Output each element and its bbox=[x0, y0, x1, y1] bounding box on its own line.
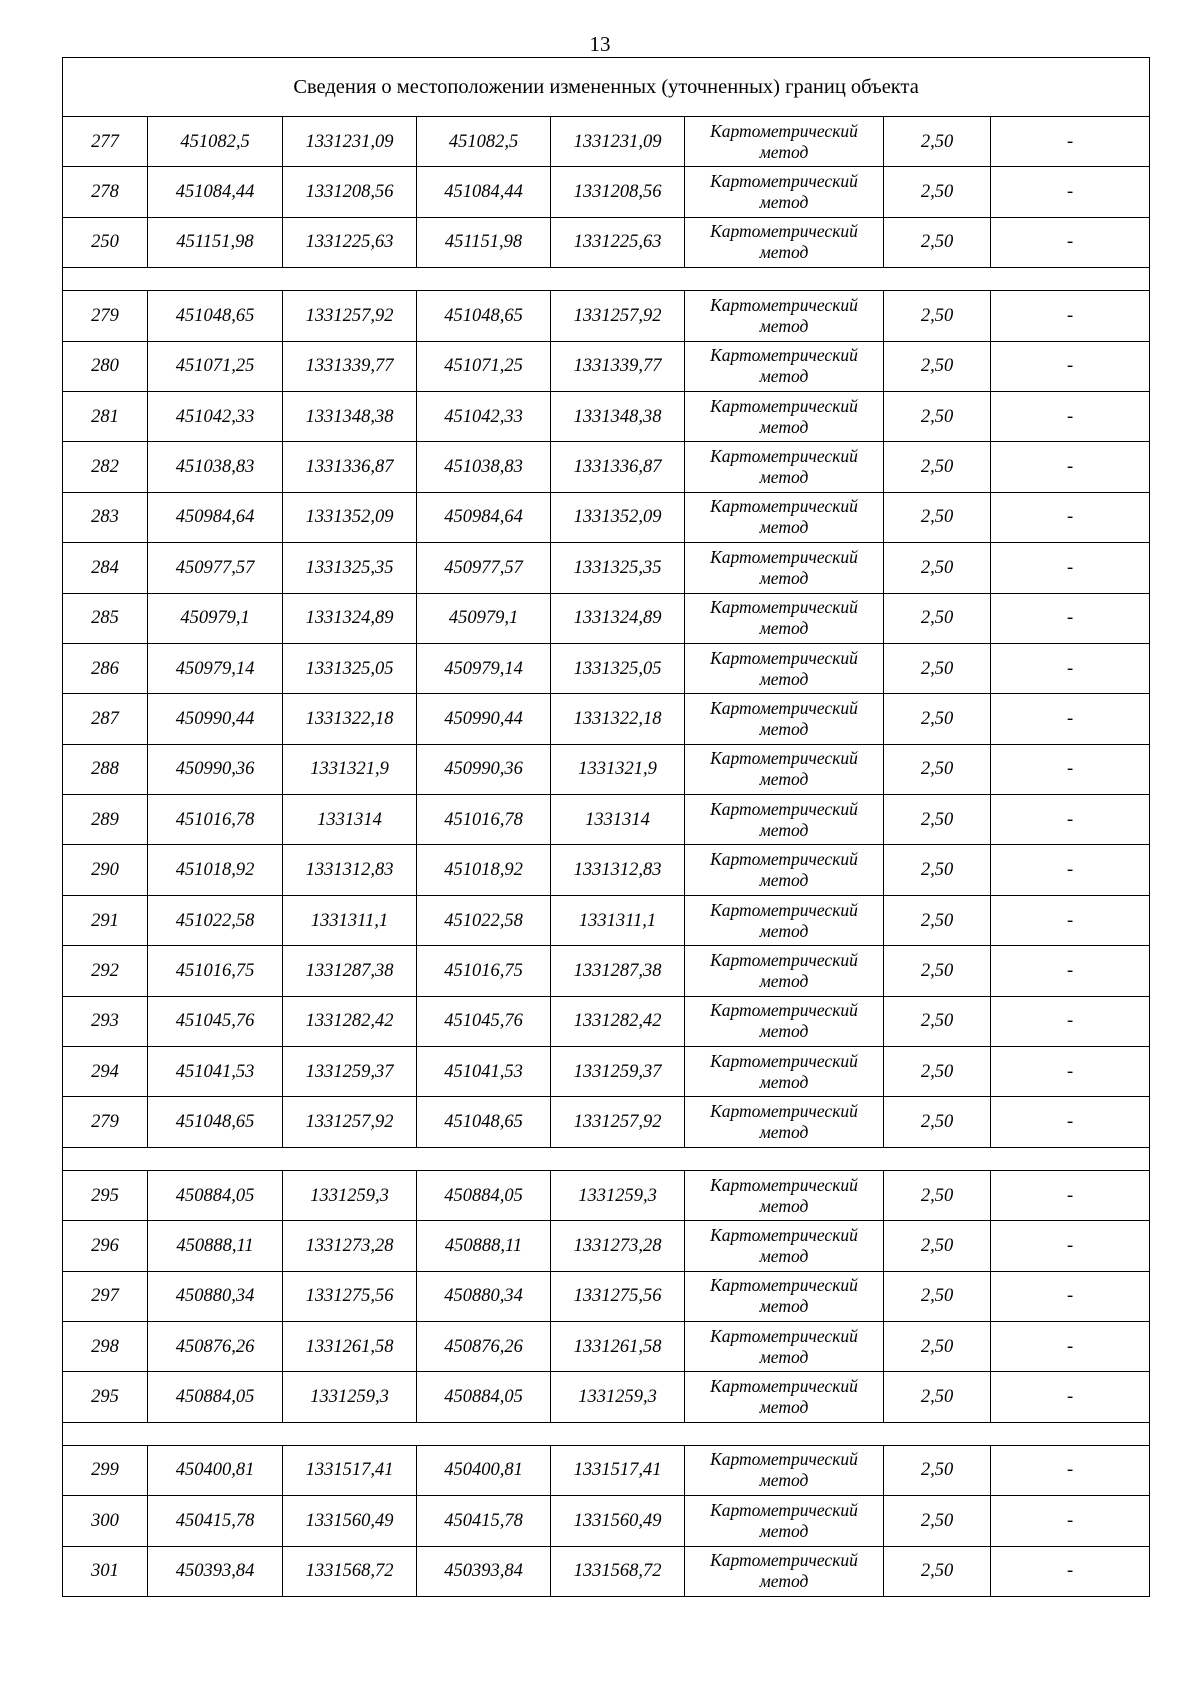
existing-x-cell: 451042,33 bbox=[148, 391, 283, 441]
refined-y-cell: 1331517,41 bbox=[551, 1445, 685, 1495]
existing-y-cell: 1331517,41 bbox=[283, 1445, 417, 1495]
existing-y-cell: 1331259,3 bbox=[283, 1372, 417, 1422]
method-cell: Картометрический метод bbox=[685, 492, 884, 542]
point-number-cell: 283 bbox=[63, 492, 148, 542]
refined-x-cell: 451048,65 bbox=[417, 291, 551, 341]
existing-x-cell: 450977,57 bbox=[148, 543, 283, 593]
accuracy-cell: 2,50 bbox=[884, 167, 991, 217]
refined-x-cell: 451016,78 bbox=[417, 795, 551, 845]
note-cell: - bbox=[991, 391, 1150, 441]
accuracy-cell: 2,50 bbox=[884, 117, 991, 167]
refined-y-cell: 1331259,3 bbox=[551, 1372, 685, 1422]
point-number-cell: 296 bbox=[63, 1221, 148, 1271]
existing-y-cell: 1331311,1 bbox=[283, 895, 417, 945]
existing-y-cell: 1331259,37 bbox=[283, 1047, 417, 1097]
method-cell: Картометрический метод bbox=[685, 1271, 884, 1321]
existing-x-cell: 451048,65 bbox=[148, 1097, 283, 1147]
method-cell: Картометрический метод bbox=[685, 845, 884, 895]
refined-x-cell: 450979,1 bbox=[417, 593, 551, 643]
group-separator-row bbox=[63, 1147, 1150, 1170]
point-number-cell: 295 bbox=[63, 1170, 148, 1220]
refined-x-cell: 451016,75 bbox=[417, 946, 551, 996]
note-cell: - bbox=[991, 167, 1150, 217]
refined-x-cell: 451018,92 bbox=[417, 845, 551, 895]
note-cell: - bbox=[991, 1445, 1150, 1495]
note-cell: - bbox=[991, 1170, 1150, 1220]
note-cell: - bbox=[991, 1047, 1150, 1097]
method-cell: Картометрический метод bbox=[685, 543, 884, 593]
existing-y-cell: 1331208,56 bbox=[283, 167, 417, 217]
table-row bbox=[63, 341, 1150, 391]
method-cell: Картометрический метод bbox=[685, 996, 884, 1046]
accuracy-cell: 2,50 bbox=[884, 996, 991, 1046]
refined-x-cell: 450990,44 bbox=[417, 694, 551, 744]
existing-x-cell: 450884,05 bbox=[148, 1372, 283, 1422]
refined-x-cell: 451048,65 bbox=[417, 1097, 551, 1147]
refined-x-cell: 450884,05 bbox=[417, 1372, 551, 1422]
refined-y-cell: 1331231,09 bbox=[551, 117, 685, 167]
accuracy-cell: 2,50 bbox=[884, 391, 991, 441]
existing-y-cell: 1331560,49 bbox=[283, 1496, 417, 1546]
refined-x-cell: 451071,25 bbox=[417, 341, 551, 391]
table-row bbox=[63, 845, 1150, 895]
accuracy-cell: 2,50 bbox=[884, 217, 991, 267]
refined-y-cell: 1331352,09 bbox=[551, 492, 685, 542]
accuracy-cell: 2,50 bbox=[884, 1170, 991, 1220]
point-number-cell: 281 bbox=[63, 391, 148, 441]
refined-y-cell: 1331314 bbox=[551, 795, 685, 845]
existing-y-cell: 1331257,92 bbox=[283, 1097, 417, 1147]
method-cell: Картометрический метод bbox=[685, 167, 884, 217]
refined-y-cell: 1331325,05 bbox=[551, 643, 685, 693]
refined-x-cell: 451041,53 bbox=[417, 1047, 551, 1097]
point-number-cell: 294 bbox=[63, 1047, 148, 1097]
method-cell: Картометрический метод bbox=[685, 795, 884, 845]
method-cell: Картометрический метод bbox=[685, 946, 884, 996]
table-row bbox=[63, 946, 1150, 996]
table-row bbox=[63, 1047, 1150, 1097]
refined-y-cell: 1331568,72 bbox=[551, 1546, 685, 1596]
point-number-cell: 293 bbox=[63, 996, 148, 1046]
accuracy-cell: 2,50 bbox=[884, 1496, 991, 1546]
refined-x-cell: 451151,98 bbox=[417, 217, 551, 267]
group-separator-cell bbox=[63, 1147, 1150, 1170]
existing-x-cell: 451151,98 bbox=[148, 217, 283, 267]
refined-x-cell: 451045,76 bbox=[417, 996, 551, 1046]
existing-x-cell: 451016,78 bbox=[148, 795, 283, 845]
refined-y-cell: 1331257,92 bbox=[551, 291, 685, 341]
table-row bbox=[63, 895, 1150, 945]
existing-x-cell: 450888,11 bbox=[148, 1221, 283, 1271]
accuracy-cell: 2,50 bbox=[884, 1047, 991, 1097]
existing-y-cell: 1331324,89 bbox=[283, 593, 417, 643]
existing-y-cell: 1331325,35 bbox=[283, 543, 417, 593]
table-row bbox=[63, 543, 1150, 593]
boundary-coordinates-table bbox=[62, 57, 1150, 1597]
table-row bbox=[63, 1321, 1150, 1371]
accuracy-cell: 2,50 bbox=[884, 1097, 991, 1147]
table-row bbox=[63, 1097, 1150, 1147]
refined-y-cell: 1331348,38 bbox=[551, 391, 685, 441]
page-number: 13 bbox=[589, 32, 611, 56]
note-cell: - bbox=[991, 845, 1150, 895]
point-number-cell: 285 bbox=[63, 593, 148, 643]
point-number-cell: 277 bbox=[63, 117, 148, 167]
existing-x-cell: 450979,14 bbox=[148, 643, 283, 693]
accuracy-cell: 2,50 bbox=[884, 694, 991, 744]
note-cell: - bbox=[991, 795, 1150, 845]
method-cell: Картометрический метод bbox=[685, 117, 884, 167]
method-cell: Картометрический метод bbox=[685, 1097, 884, 1147]
table-row bbox=[63, 1496, 1150, 1546]
table-row bbox=[63, 492, 1150, 542]
accuracy-cell: 2,50 bbox=[884, 1321, 991, 1371]
refined-y-cell: 1331312,83 bbox=[551, 845, 685, 895]
point-number-cell: 298 bbox=[63, 1321, 148, 1371]
existing-x-cell: 450876,26 bbox=[148, 1321, 283, 1371]
table-row bbox=[63, 694, 1150, 744]
accuracy-cell: 2,50 bbox=[884, 895, 991, 945]
table-body bbox=[63, 58, 1150, 1597]
existing-y-cell: 1331273,28 bbox=[283, 1221, 417, 1271]
refined-x-cell: 450393,84 bbox=[417, 1546, 551, 1596]
method-cell: Картометрический метод bbox=[685, 1445, 884, 1495]
accuracy-cell: 2,50 bbox=[884, 492, 991, 542]
existing-x-cell: 450884,05 bbox=[148, 1170, 283, 1220]
accuracy-cell: 2,50 bbox=[884, 543, 991, 593]
point-number-cell: 300 bbox=[63, 1496, 148, 1546]
existing-y-cell: 1331282,42 bbox=[283, 996, 417, 1046]
method-cell: Картометрический метод bbox=[685, 744, 884, 794]
existing-x-cell: 451018,92 bbox=[148, 845, 283, 895]
refined-x-cell: 450415,78 bbox=[417, 1496, 551, 1546]
existing-x-cell: 451084,44 bbox=[148, 167, 283, 217]
note-cell: - bbox=[991, 543, 1150, 593]
note-cell: - bbox=[991, 1321, 1150, 1371]
table-row bbox=[63, 593, 1150, 643]
accuracy-cell: 2,50 bbox=[884, 1372, 991, 1422]
refined-y-cell: 1331325,35 bbox=[551, 543, 685, 593]
group-separator-row bbox=[63, 1422, 1150, 1445]
existing-y-cell: 1331568,72 bbox=[283, 1546, 417, 1596]
note-cell: - bbox=[991, 1097, 1150, 1147]
existing-y-cell: 1331231,09 bbox=[283, 117, 417, 167]
table-row bbox=[63, 996, 1150, 1046]
existing-x-cell: 450984,64 bbox=[148, 492, 283, 542]
refined-y-cell: 1331322,18 bbox=[551, 694, 685, 744]
point-number-cell: 291 bbox=[63, 895, 148, 945]
note-cell: - bbox=[991, 1271, 1150, 1321]
existing-x-cell: 451041,53 bbox=[148, 1047, 283, 1097]
refined-x-cell: 450400,81 bbox=[417, 1445, 551, 1495]
point-number-cell: 289 bbox=[63, 795, 148, 845]
existing-x-cell: 451082,5 bbox=[148, 117, 283, 167]
group-separator-cell bbox=[63, 1422, 1150, 1445]
existing-y-cell: 1331275,56 bbox=[283, 1271, 417, 1321]
method-cell: Картометрический метод bbox=[685, 1047, 884, 1097]
note-cell: - bbox=[991, 1221, 1150, 1271]
existing-y-cell: 1331259,3 bbox=[283, 1170, 417, 1220]
existing-x-cell: 450415,78 bbox=[148, 1496, 283, 1546]
method-cell: Картометрический метод bbox=[685, 694, 884, 744]
refined-y-cell: 1331208,56 bbox=[551, 167, 685, 217]
note-cell: - bbox=[991, 643, 1150, 693]
existing-x-cell: 450880,34 bbox=[148, 1271, 283, 1321]
note-cell: - bbox=[991, 895, 1150, 945]
point-number-cell: 301 bbox=[63, 1546, 148, 1596]
note-cell: - bbox=[991, 694, 1150, 744]
refined-y-cell: 1331261,58 bbox=[551, 1321, 685, 1371]
refined-x-cell: 450888,11 bbox=[417, 1221, 551, 1271]
method-cell: Картометрический метод bbox=[685, 217, 884, 267]
point-number-cell: 287 bbox=[63, 694, 148, 744]
method-cell: Картометрический метод bbox=[685, 643, 884, 693]
group-separator-cell bbox=[63, 268, 1150, 291]
table-row bbox=[63, 1271, 1150, 1321]
existing-y-cell: 1331225,63 bbox=[283, 217, 417, 267]
point-number-cell: 297 bbox=[63, 1271, 148, 1321]
accuracy-cell: 2,50 bbox=[884, 946, 991, 996]
note-cell: - bbox=[991, 492, 1150, 542]
table-row bbox=[63, 442, 1150, 492]
existing-x-cell: 451016,75 bbox=[148, 946, 283, 996]
existing-x-cell: 450400,81 bbox=[148, 1445, 283, 1495]
refined-x-cell: 451084,44 bbox=[417, 167, 551, 217]
table-row bbox=[63, 1170, 1150, 1220]
method-cell: Картометрический метод bbox=[685, 291, 884, 341]
table-header-row bbox=[63, 58, 1150, 117]
refined-y-cell: 1331321,9 bbox=[551, 744, 685, 794]
refined-x-cell: 450990,36 bbox=[417, 744, 551, 794]
existing-x-cell: 451071,25 bbox=[148, 341, 283, 391]
accuracy-cell: 2,50 bbox=[884, 1271, 991, 1321]
accuracy-cell: 2,50 bbox=[884, 744, 991, 794]
existing-x-cell: 451048,65 bbox=[148, 291, 283, 341]
method-cell: Картометрический метод bbox=[685, 1321, 884, 1371]
point-number-cell: 288 bbox=[63, 744, 148, 794]
existing-y-cell: 1331314 bbox=[283, 795, 417, 845]
note-cell: - bbox=[991, 996, 1150, 1046]
refined-x-cell: 451038,83 bbox=[417, 442, 551, 492]
method-cell: Картометрический метод bbox=[685, 895, 884, 945]
refined-y-cell: 1331339,77 bbox=[551, 341, 685, 391]
method-cell: Картометрический метод bbox=[685, 1496, 884, 1546]
note-cell: - bbox=[991, 744, 1150, 794]
refined-y-cell: 1331282,42 bbox=[551, 996, 685, 1046]
point-number-cell: 280 bbox=[63, 341, 148, 391]
method-cell: Картометрический метод bbox=[685, 1221, 884, 1271]
refined-x-cell: 450884,05 bbox=[417, 1170, 551, 1220]
refined-x-cell: 450979,14 bbox=[417, 643, 551, 693]
existing-y-cell: 1331287,38 bbox=[283, 946, 417, 996]
refined-y-cell: 1331259,37 bbox=[551, 1047, 685, 1097]
table-row bbox=[63, 167, 1150, 217]
refined-y-cell: 1331275,56 bbox=[551, 1271, 685, 1321]
refined-y-cell: 1331560,49 bbox=[551, 1496, 685, 1546]
existing-y-cell: 1331352,09 bbox=[283, 492, 417, 542]
accuracy-cell: 2,50 bbox=[884, 341, 991, 391]
point-number-cell: 284 bbox=[63, 543, 148, 593]
method-cell: Картометрический метод bbox=[685, 1546, 884, 1596]
method-cell: Картометрический метод bbox=[685, 1170, 884, 1220]
accuracy-cell: 2,50 bbox=[884, 1445, 991, 1495]
existing-y-cell: 1331348,38 bbox=[283, 391, 417, 441]
point-number-cell: 250 bbox=[63, 217, 148, 267]
existing-y-cell: 1331325,05 bbox=[283, 643, 417, 693]
method-cell: Картометрический метод bbox=[685, 391, 884, 441]
refined-y-cell: 1331257,92 bbox=[551, 1097, 685, 1147]
table-row bbox=[63, 391, 1150, 441]
accuracy-cell: 2,50 bbox=[884, 1221, 991, 1271]
note-cell: - bbox=[991, 341, 1150, 391]
accuracy-cell: 2,50 bbox=[884, 795, 991, 845]
refined-y-cell: 1331225,63 bbox=[551, 217, 685, 267]
accuracy-cell: 2,50 bbox=[884, 845, 991, 895]
point-number-cell: 299 bbox=[63, 1445, 148, 1495]
note-cell: - bbox=[991, 593, 1150, 643]
refined-y-cell: 1331311,1 bbox=[551, 895, 685, 945]
existing-x-cell: 450990,36 bbox=[148, 744, 283, 794]
table-row bbox=[63, 1372, 1150, 1422]
existing-x-cell: 451022,58 bbox=[148, 895, 283, 945]
refined-x-cell: 450876,26 bbox=[417, 1321, 551, 1371]
existing-y-cell: 1331336,87 bbox=[283, 442, 417, 492]
existing-x-cell: 450979,1 bbox=[148, 593, 283, 643]
accuracy-cell: 2,50 bbox=[884, 442, 991, 492]
note-cell: - bbox=[991, 291, 1150, 341]
existing-y-cell: 1331312,83 bbox=[283, 845, 417, 895]
point-number-cell: 279 bbox=[63, 1097, 148, 1147]
point-number-cell: 282 bbox=[63, 442, 148, 492]
table-row bbox=[63, 1221, 1150, 1271]
group-separator-row bbox=[63, 268, 1150, 291]
accuracy-cell: 2,50 bbox=[884, 291, 991, 341]
table-row bbox=[63, 117, 1150, 167]
table-row bbox=[63, 744, 1150, 794]
table-row bbox=[63, 795, 1150, 845]
existing-x-cell: 451038,83 bbox=[148, 442, 283, 492]
note-cell: - bbox=[991, 1546, 1150, 1596]
accuracy-cell: 2,50 bbox=[884, 643, 991, 693]
point-number-cell: 279 bbox=[63, 291, 148, 341]
boundary-table-container bbox=[62, 57, 1149, 1597]
existing-y-cell: 1331322,18 bbox=[283, 694, 417, 744]
refined-x-cell: 450880,34 bbox=[417, 1271, 551, 1321]
accuracy-cell: 2,50 bbox=[884, 1546, 991, 1596]
existing-x-cell: 451045,76 bbox=[148, 996, 283, 1046]
table-row bbox=[63, 291, 1150, 341]
method-cell: Картометрический метод bbox=[685, 341, 884, 391]
note-cell: - bbox=[991, 217, 1150, 267]
point-number-cell: 292 bbox=[63, 946, 148, 996]
refined-x-cell: 451042,33 bbox=[417, 391, 551, 441]
table-row bbox=[63, 217, 1150, 267]
refined-y-cell: 1331259,3 bbox=[551, 1170, 685, 1220]
point-number-cell: 278 bbox=[63, 167, 148, 217]
note-cell: - bbox=[991, 946, 1150, 996]
refined-y-cell: 1331336,87 bbox=[551, 442, 685, 492]
refined-y-cell: 1331273,28 bbox=[551, 1221, 685, 1271]
existing-y-cell: 1331321,9 bbox=[283, 744, 417, 794]
existing-y-cell: 1331339,77 bbox=[283, 341, 417, 391]
refined-y-cell: 1331287,38 bbox=[551, 946, 685, 996]
accuracy-cell: 2,50 bbox=[884, 593, 991, 643]
method-cell: Картометрический метод bbox=[685, 1372, 884, 1422]
table-row bbox=[63, 1546, 1150, 1596]
note-cell: - bbox=[991, 442, 1150, 492]
refined-x-cell: 451082,5 bbox=[417, 117, 551, 167]
method-cell: Картометрический метод bbox=[685, 593, 884, 643]
table-header: Сведения о местоположении измененных (уточненных) границ объекта bbox=[63, 58, 1150, 117]
note-cell: - bbox=[991, 1372, 1150, 1422]
refined-x-cell: 450984,64 bbox=[417, 492, 551, 542]
method-cell: Картометрический метод bbox=[685, 442, 884, 492]
point-number-cell: 290 bbox=[63, 845, 148, 895]
refined-x-cell: 450977,57 bbox=[417, 543, 551, 593]
refined-x-cell: 451022,58 bbox=[417, 895, 551, 945]
table-row bbox=[63, 1445, 1150, 1495]
table-row bbox=[63, 643, 1150, 693]
note-cell: - bbox=[991, 117, 1150, 167]
existing-y-cell: 1331261,58 bbox=[283, 1321, 417, 1371]
note-cell: - bbox=[991, 1496, 1150, 1546]
existing-x-cell: 450393,84 bbox=[148, 1546, 283, 1596]
point-number-cell: 286 bbox=[63, 643, 148, 693]
point-number-cell: 295 bbox=[63, 1372, 148, 1422]
refined-y-cell: 1331324,89 bbox=[551, 593, 685, 643]
existing-x-cell: 450990,44 bbox=[148, 694, 283, 744]
existing-y-cell: 1331257,92 bbox=[283, 291, 417, 341]
